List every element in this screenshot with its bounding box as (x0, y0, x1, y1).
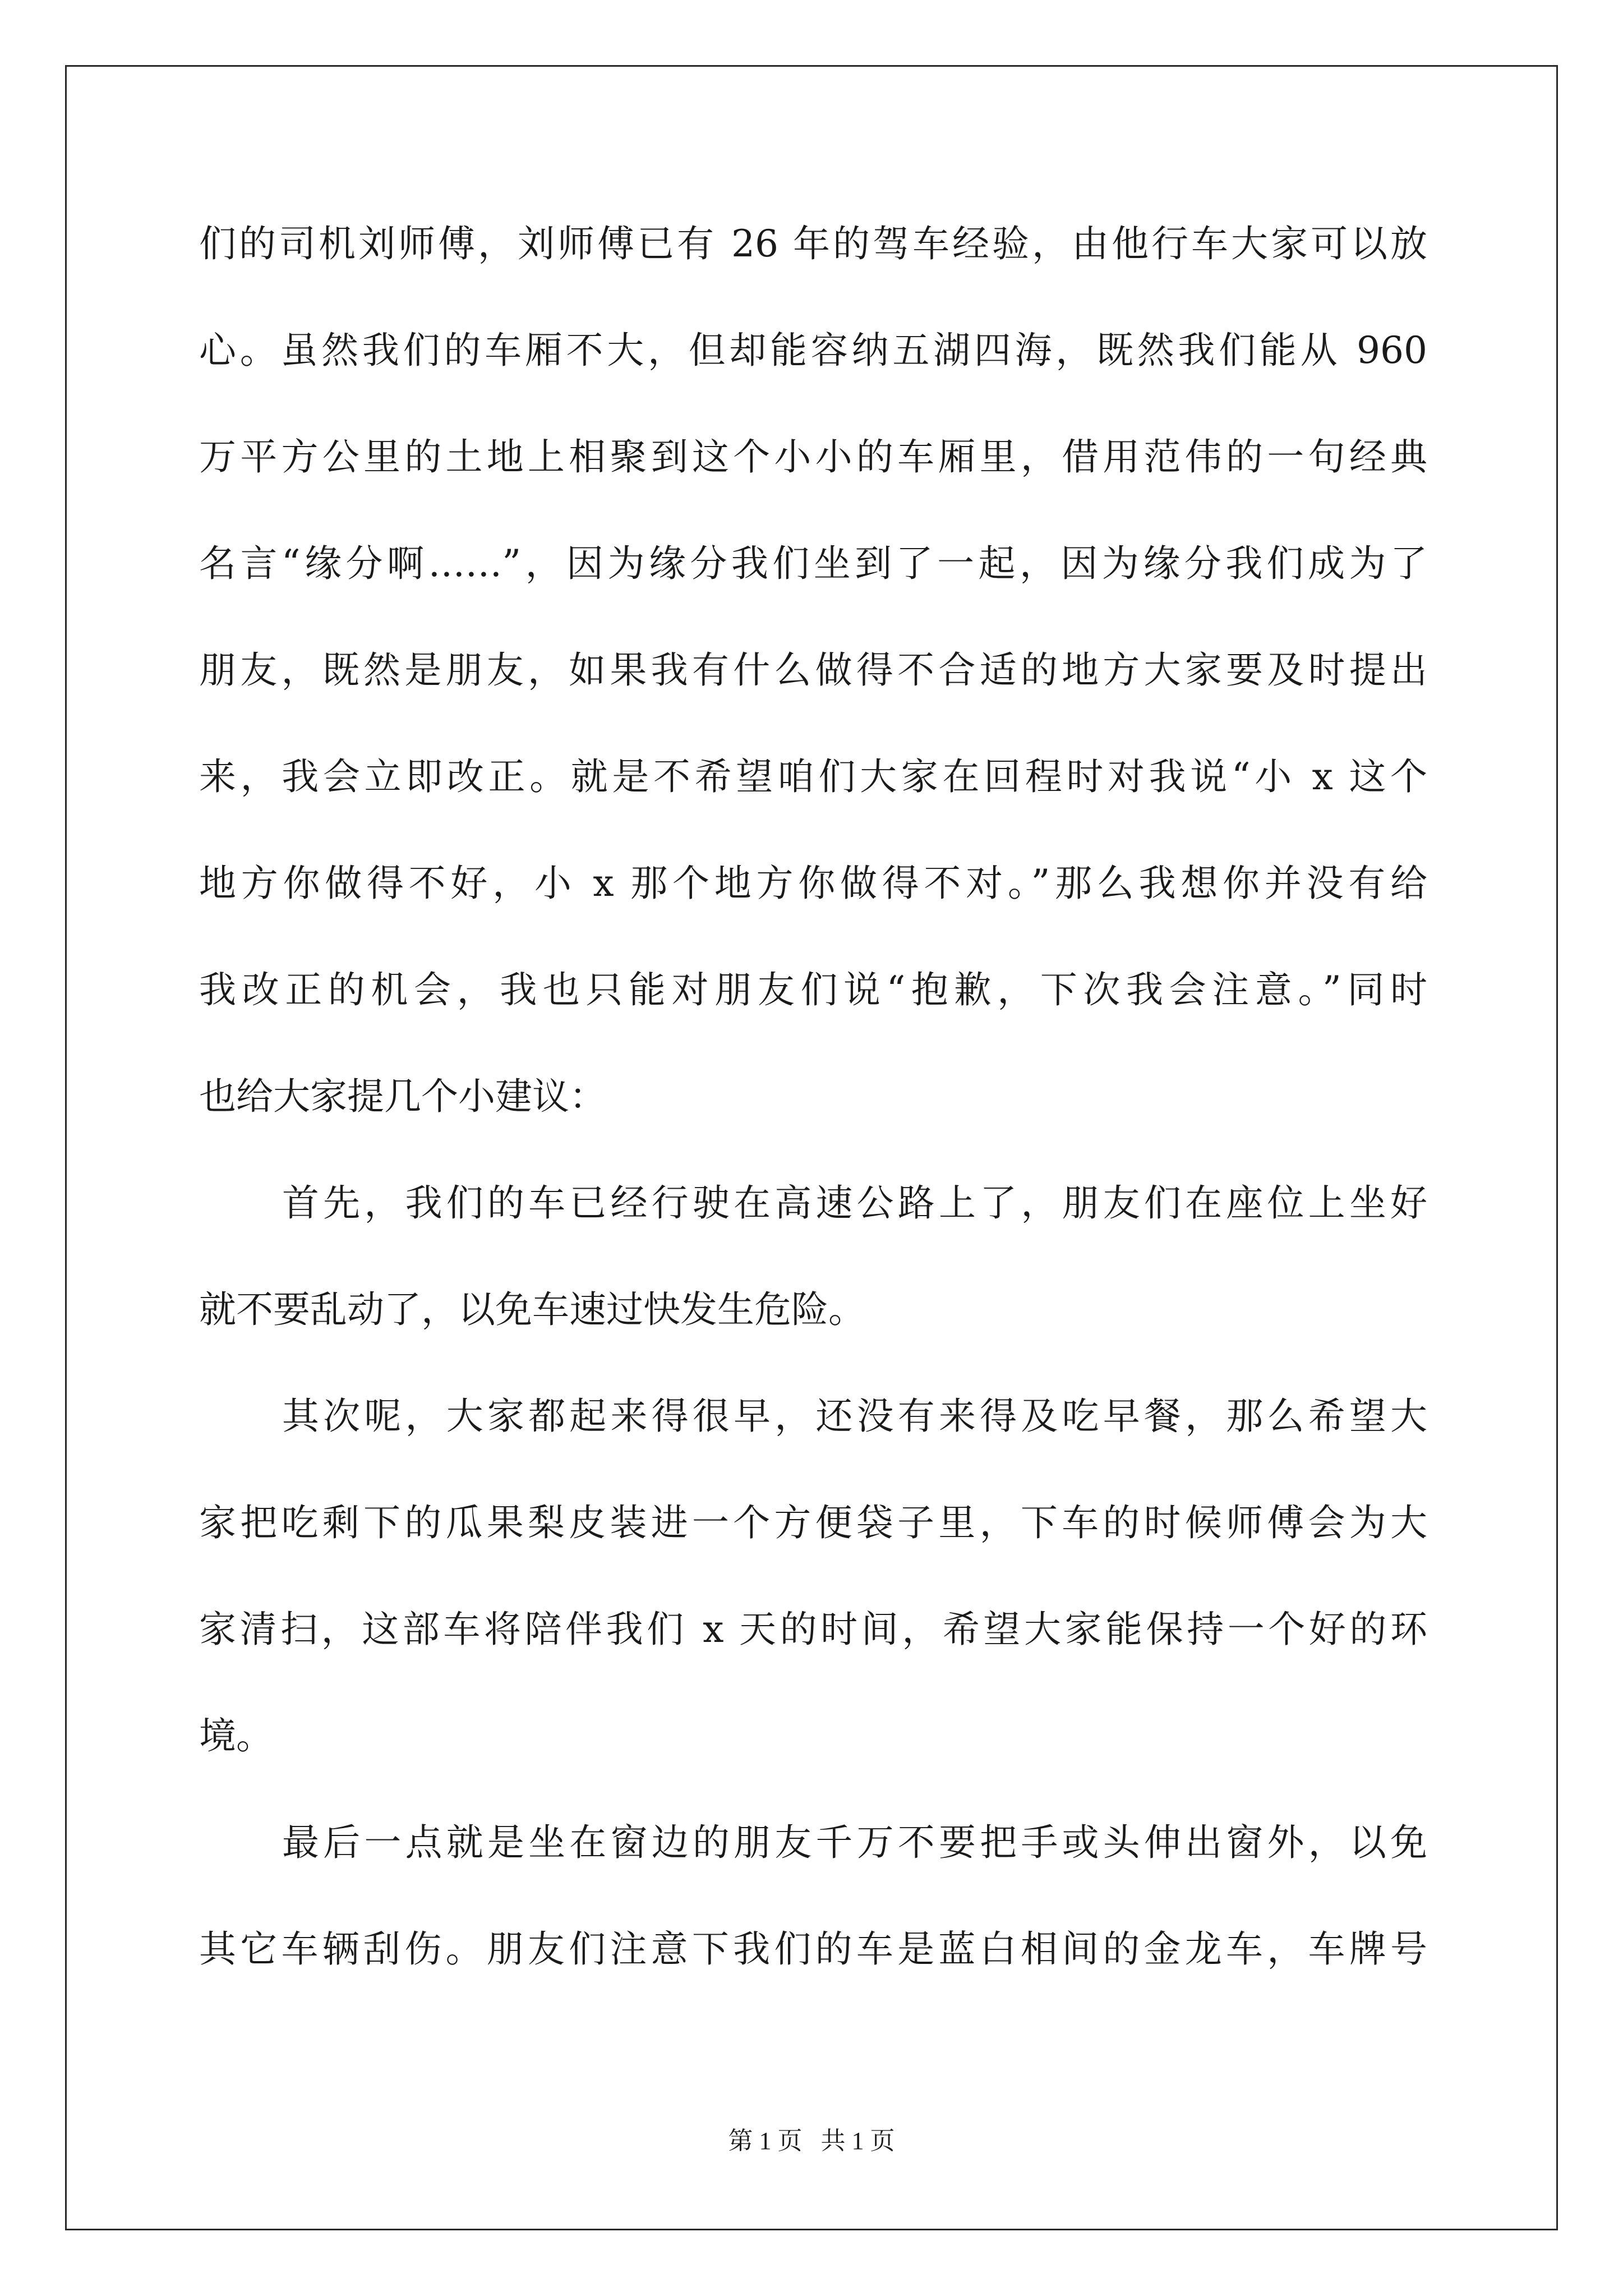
text-line: 就不要乱动了，以免车速过快发生危险。 (199, 1288, 865, 1331)
text-line: 来，我会立即改正。就是不希望咱们大家在回程时对我说“小 x 这个 (199, 755, 1427, 798)
paragraph-first-line: 最后一点就是坐在窗边的朋友千万不要把手或头伸出窗外，以免 (282, 1821, 1427, 1864)
text-line: 心。虽然我们的车厢不大，但却能容纳五湖四海，既然我们能从 960 (199, 329, 1427, 372)
paragraph-first-line: 其次呢，大家都起来得很早，还没有来得及吃早餐，那么希望大 (282, 1395, 1427, 1438)
text-line: 朋友，既然是朋友，如果我有什么做得不合适的地方大家要及时提出 (199, 648, 1427, 692)
text-line: 地方你做得不好，小 x 那个地方你做得不对。”那么我想你并没有给 (199, 862, 1427, 905)
text-line: 我改正的机会，我也只能对朋友们说“抱歉，下次我会注意。”同时 (199, 968, 1427, 1011)
text-line: 境。 (199, 1714, 273, 1757)
footer-gap (803, 2127, 821, 2155)
text-line: 万平方公里的土地上相聚到这个小小的车厢里，借用范伟的一句经典 (199, 435, 1427, 478)
page-number: 第 1 页 (728, 2127, 803, 2155)
document-body (199, 213, 1427, 2025)
text-line: 其它车辆刮伤。朋友们注意下我们的车是蓝白相间的金龙车，车牌号 (199, 1927, 1427, 1971)
text-line: 名言“缘分啊……”，因为缘分我们坐到了一起，因为缘分我们成为了 (199, 542, 1427, 585)
text-line: 也给大家提几个小建议： (199, 1075, 606, 1118)
text-line: 们的司机刘师傅，刘师傅已有 26 年的驾车经验，由他行车大家可以放 (199, 222, 1427, 265)
paragraph-first-line: 首先，我们的车已经行驶在高速公路上了，朋友们在座位上坐好 (282, 1181, 1427, 1225)
page-footer (0, 2120, 1623, 2156)
text-line: 家清扫，这部车将陪伴我们 x 天的时间，希望大家能保持一个好的环 (199, 1608, 1427, 1651)
total-pages: 共 1 页 (820, 2127, 895, 2155)
text-line: 家把吃剩下的瓜果梨皮装进一个方便袋子里，下车的时候师傅会为大 (199, 1501, 1427, 1544)
